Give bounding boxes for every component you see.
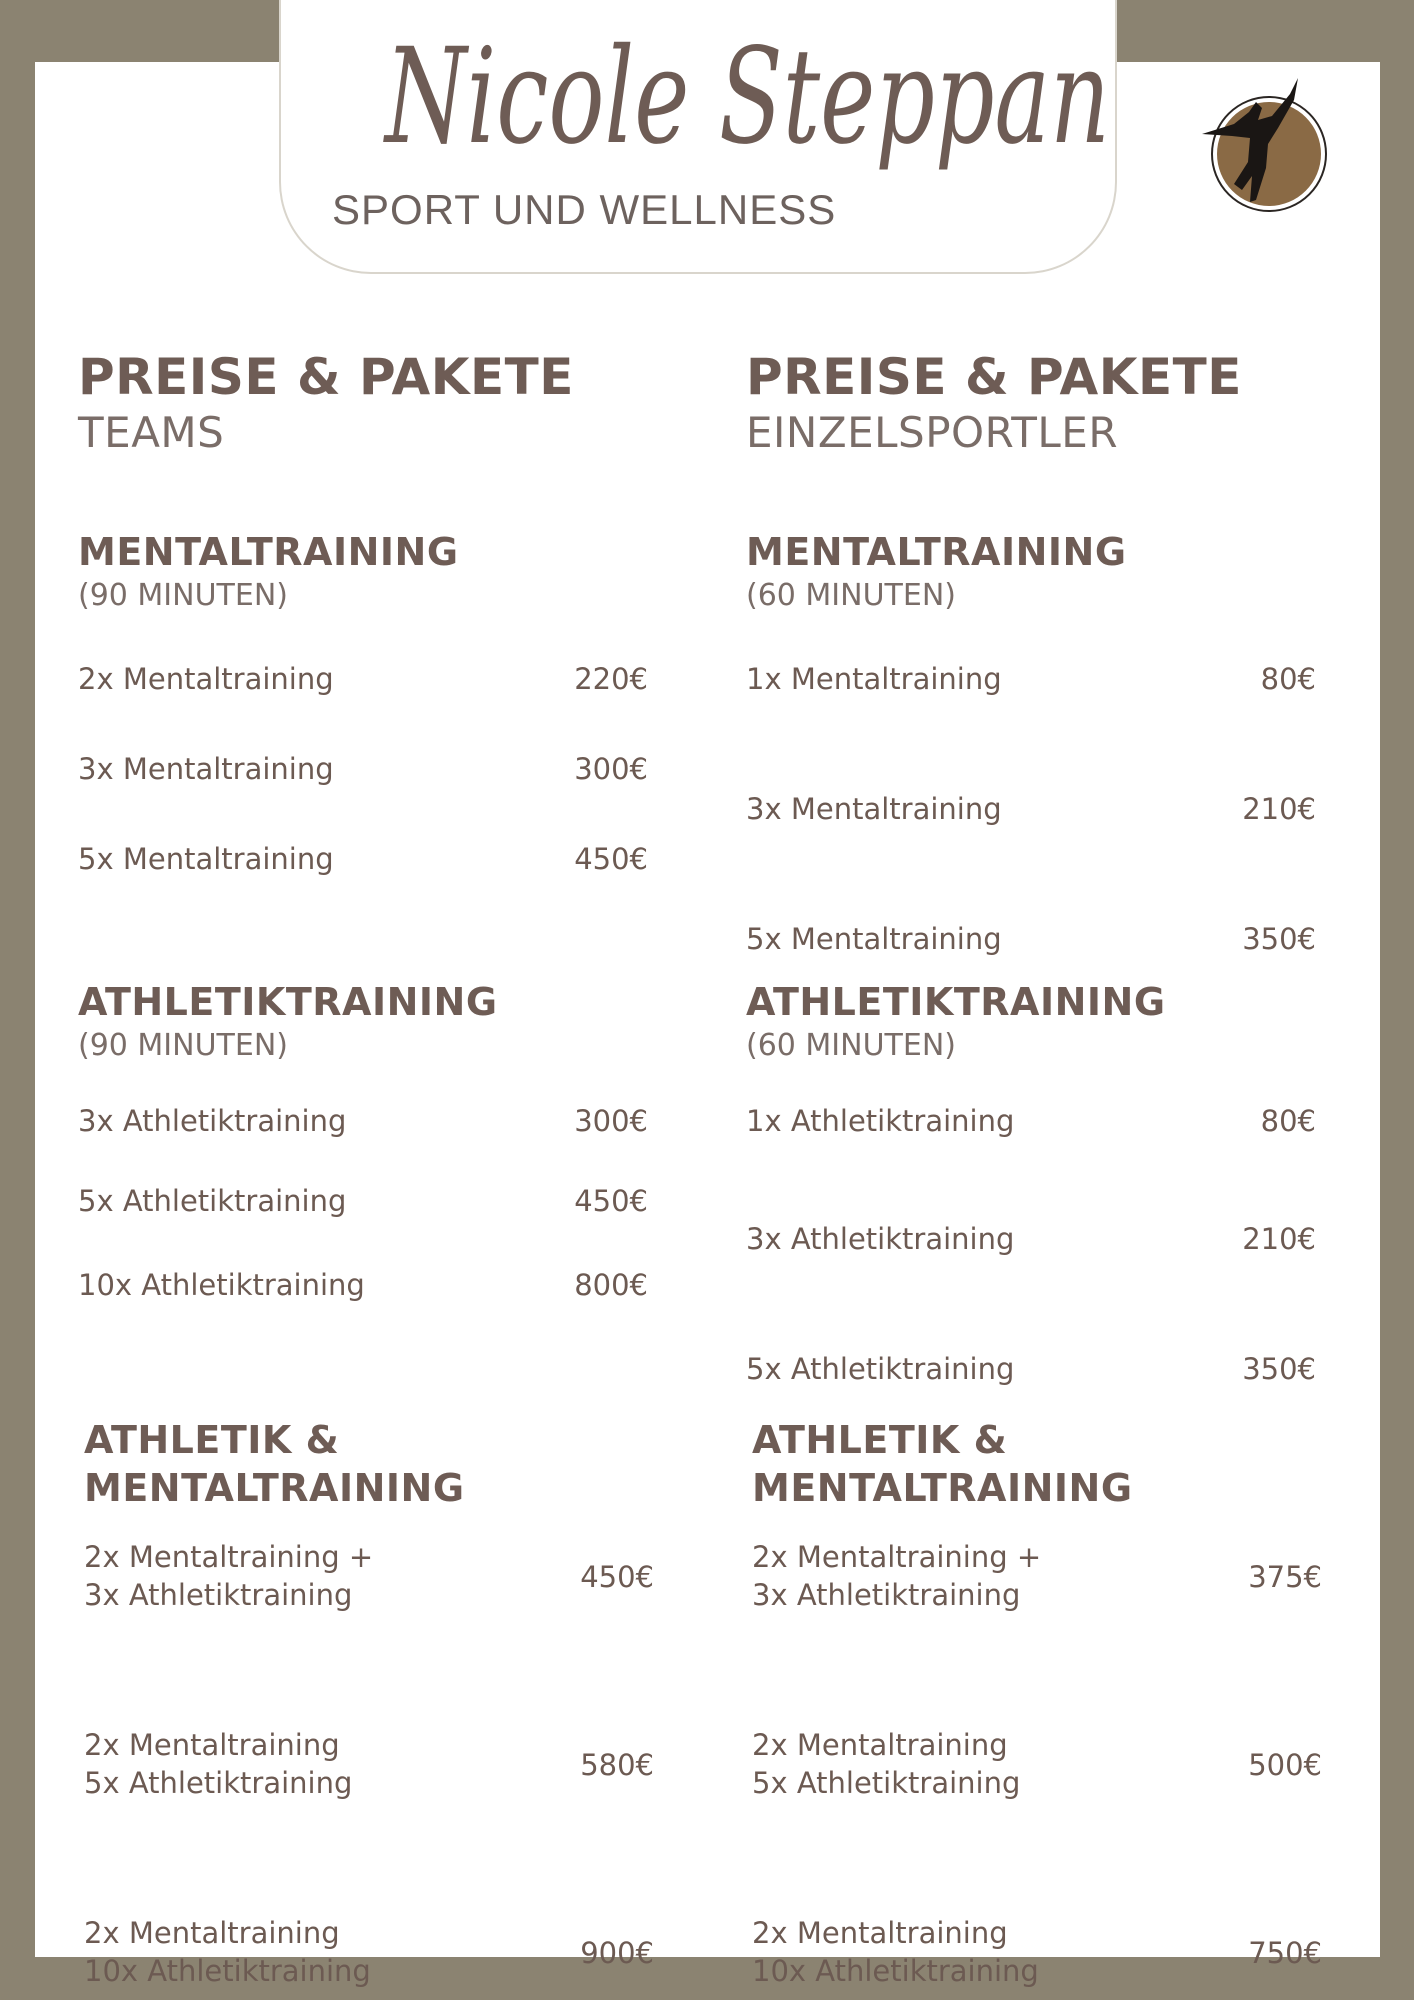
price-label: 3x Athletiktraining (746, 1222, 1015, 1256)
price-label-line2: 5x Athletiktraining (752, 1766, 1021, 1800)
price-value: 300€ (574, 1104, 648, 1138)
section-title-line2: MENTALTRAINING (752, 1466, 1133, 1510)
price-label: 1x Athletiktraining (746, 1104, 1015, 1138)
section-title: MENTALTRAINING (746, 530, 1127, 574)
price-label-line2: 10x Athletiktraining (84, 1954, 371, 1988)
single-subtitle: EINZELSPORTLER (746, 408, 1118, 457)
price-row (78, 660, 648, 700)
brand-name: Nicole Steppan (382, 20, 1110, 174)
price-label-line2: 3x Athletiktraining (84, 1578, 353, 1612)
price-row (78, 1182, 648, 1222)
price-label-line1: 2x Mentaltraining + (752, 1540, 1042, 1574)
price-value: 450€ (574, 1184, 648, 1218)
price-label: 5x Mentaltraining (78, 842, 334, 876)
price-value: 500€ (1248, 1748, 1322, 1782)
price-row (746, 1220, 1316, 1260)
teams-column (78, 348, 668, 1988)
section-title-line2: MENTALTRAINING (84, 1466, 465, 1510)
price-label: 3x Athletiktraining (78, 1104, 347, 1138)
section-title: ATHLETIKTRAINING (78, 980, 498, 1024)
price-label-line2: 10x Athletiktraining (752, 1954, 1039, 1988)
price-value: 580€ (580, 1748, 654, 1782)
price-label-line2: 5x Athletiktraining (84, 1766, 353, 1800)
price-label-line1: 2x Mentaltraining (752, 1916, 1008, 1950)
price-label: 1x Mentaltraining (746, 662, 1002, 696)
price-label: 3x Mentaltraining (78, 752, 334, 786)
price-value: 80€ (1260, 662, 1316, 696)
price-label-line1: 2x Mentaltraining (84, 1728, 340, 1762)
teams-mental-section (78, 528, 678, 876)
price-value: 80€ (1260, 1104, 1316, 1138)
price-value: 750€ (1248, 1936, 1322, 1970)
price-row (746, 920, 1316, 960)
price-row (78, 1102, 648, 1142)
brand-tagline: SPORT UND WELLNESS (332, 186, 837, 233)
price-label: 10x Athletiktraining (78, 1268, 365, 1302)
section-duration: (60 MINUTEN) (746, 1028, 956, 1063)
price-label-line1: 2x Mentaltraining (752, 1728, 1008, 1762)
price-label-line2: 3x Athletiktraining (752, 1578, 1021, 1612)
price-row (78, 840, 648, 880)
price-value: 350€ (1242, 922, 1316, 956)
price-value: 800€ (574, 1268, 648, 1302)
price-value: 375€ (1248, 1560, 1322, 1594)
section-title: ATHLETIKTRAINING (746, 980, 1166, 1024)
price-value: 900€ (580, 1936, 654, 1970)
price-row (84, 1538, 654, 1618)
price-label: 5x Athletiktraining (746, 1352, 1015, 1386)
jumping-woman-logo-icon (1194, 72, 1339, 217)
price-value: 220€ (574, 662, 648, 696)
section-title-line1: ATHLETIK & (752, 1418, 1008, 1462)
section-title-line1: ATHLETIK & (84, 1418, 340, 1462)
price-value: 450€ (580, 1560, 654, 1594)
price-value: 210€ (1242, 1222, 1316, 1256)
section-duration: (90 MINUTEN) (78, 1028, 288, 1063)
price-row (746, 790, 1316, 830)
section-duration: (90 MINUTEN) (78, 578, 288, 613)
teams-subtitle: TEAMS (78, 408, 225, 457)
price-row (752, 1538, 1322, 1618)
teams-title: PREISE & PAKETE (78, 348, 574, 406)
price-row (78, 750, 648, 790)
price-value: 450€ (574, 842, 648, 876)
price-label: 3x Mentaltraining (746, 792, 1002, 826)
single-combo-section (752, 1416, 1352, 1988)
price-row (752, 1914, 1322, 1994)
price-label: 2x Mentaltraining (78, 662, 334, 696)
price-label: 5x Athletiktraining (78, 1184, 347, 1218)
price-value: 300€ (574, 752, 648, 786)
single-athletes-column (746, 348, 1336, 1988)
price-row (84, 1726, 654, 1806)
section-duration: (60 MINUTEN) (746, 578, 956, 613)
price-row (746, 660, 1316, 700)
price-row (84, 1914, 654, 1994)
price-row (746, 1102, 1316, 1142)
price-row (752, 1726, 1322, 1806)
price-value: 350€ (1242, 1352, 1316, 1386)
price-label-line1: 2x Mentaltraining + (84, 1540, 374, 1574)
section-title: MENTALTRAINING (78, 530, 459, 574)
price-value: 210€ (1242, 792, 1316, 826)
price-label: 5x Mentaltraining (746, 922, 1002, 956)
single-title: PREISE & PAKETE (746, 348, 1242, 406)
price-row (746, 1350, 1316, 1390)
teams-combo-section (84, 1416, 684, 1988)
single-mental-section (746, 528, 1346, 956)
single-athletic-section (746, 978, 1346, 1386)
teams-athletic-section (78, 978, 678, 1302)
price-label-line1: 2x Mentaltraining (84, 1916, 340, 1950)
price-row (78, 1266, 648, 1306)
